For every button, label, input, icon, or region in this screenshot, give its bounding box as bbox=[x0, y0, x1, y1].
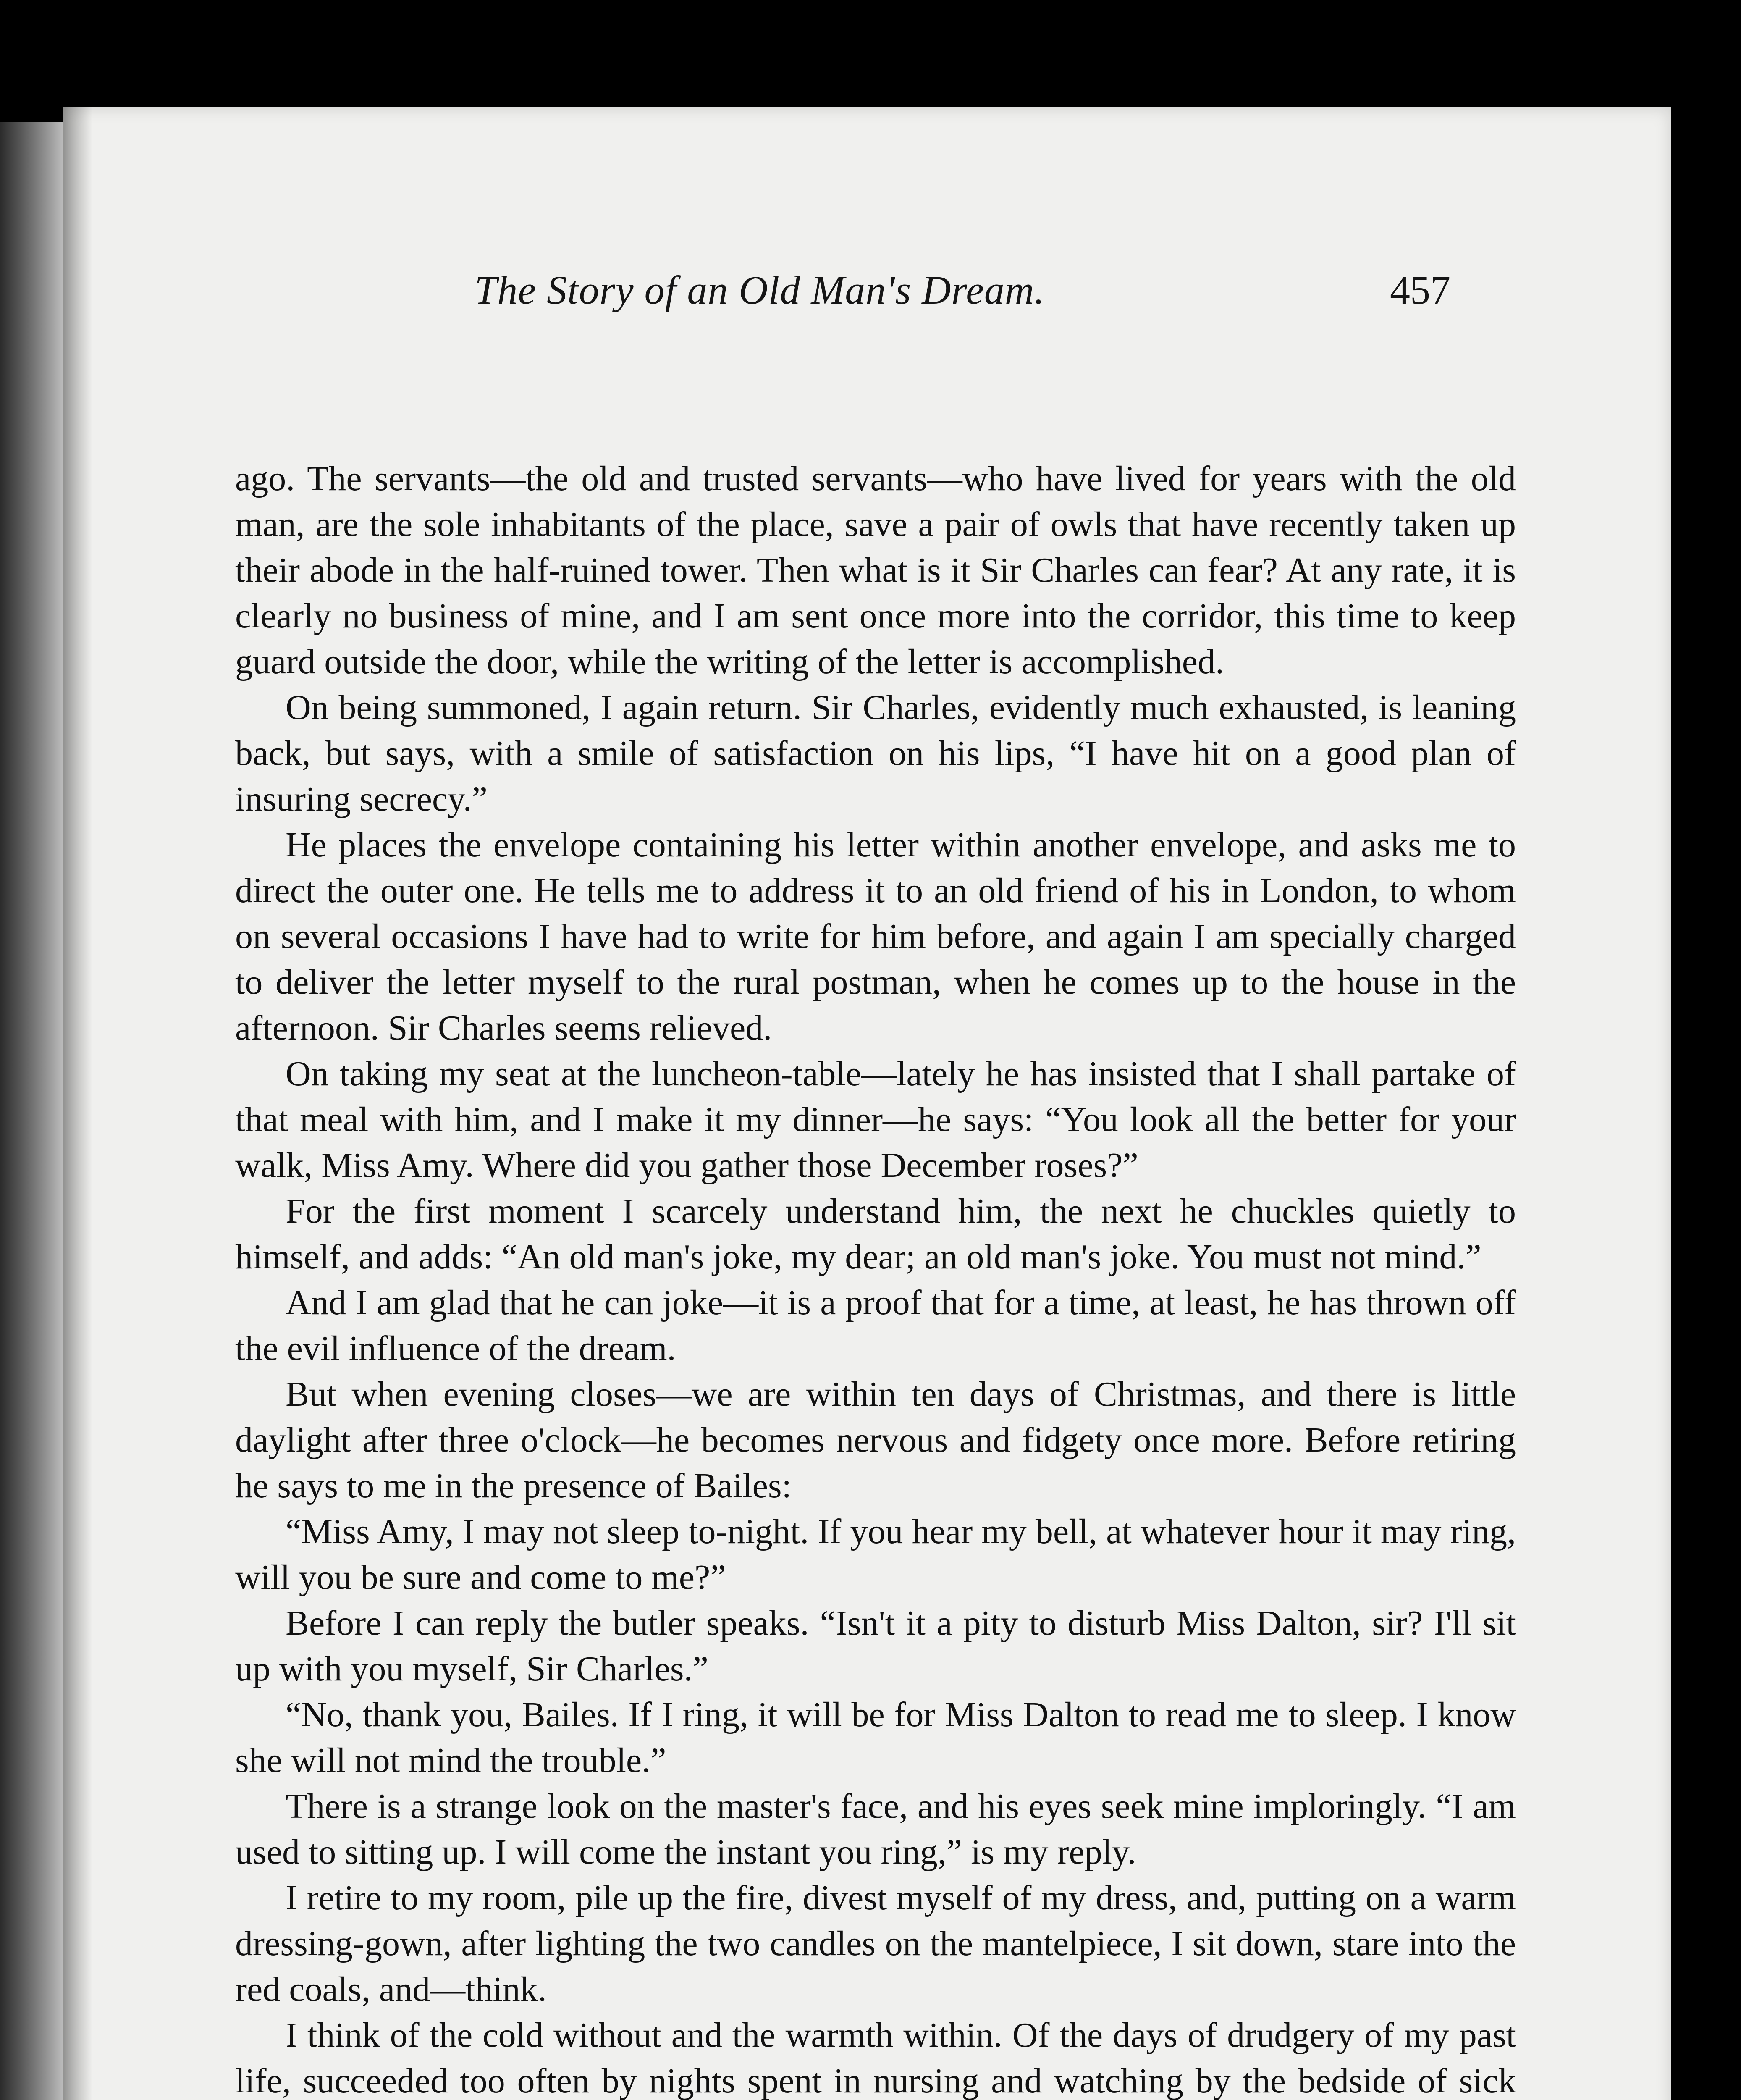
paragraph: On being summoned, I again return. Sir Charles, evidently much exhausted, is leaning back, but says, with a smile of satisfaction on his lips, “I have hit on a good plan of insuring secrecy.” bbox=[235, 688, 1516, 819]
paragraph: And I am glad that he can joke—it is a proof that for a time, at least, he has thrown off the evil influence of the dream. bbox=[235, 1283, 1516, 1368]
left-page-edge bbox=[0, 122, 63, 2100]
paragraph: Before I can reply the butler speaks. “Isn't it a pity to disturb Miss Dalton, sir? I'll sit up with you myself, Sir Charles.” bbox=[235, 1604, 1516, 1688]
paragraph: There is a strange look on the master's face, and his eyes seek mine imploringly. “I am used to sitting up. I will come the instant you ring,” is my reply. bbox=[235, 1787, 1516, 1872]
paragraph: He places the envelope containing his letter within another envelope, and asks me to direct the outer one. He tells me to address it to an old friend of his in London, to whom on several occasions I have had to write for him before, and again I am specially charged to deliver the letter myself to the rural postman, when he comes up to the house in the afternoon. Sir Charles seems relieved. bbox=[235, 825, 1516, 1047]
paragraph: For the first moment I scarcely understand him, the next he chuckles quietly to himself, and adds: “An old man's joke, my dear; an old man's joke. You must not mind.” bbox=[235, 1192, 1516, 1276]
running-head bbox=[63, 267, 1671, 330]
paragraph: I think of the cold without and the warmth within. Of the days of drudgery of my past life, succeeded too often by nights spent in nursing and watching by the bedside of sick bbox=[235, 2016, 1516, 2100]
page-number: 457 bbox=[1390, 268, 1450, 312]
paragraph: But when evening closes—we are within ten days of Christmas, and there is little daylight after three o'clock—he becomes nervous and fidgety once more. Before retiring he says to me in the presence of Bailes: bbox=[235, 1375, 1516, 1505]
paragraph: “No, thank you, Bailes. If I ring, it will be for Miss Dalton to read me to sleep. I know she will not mind the trouble.” bbox=[235, 1695, 1516, 1780]
paragraph: I retire to my room, pile up the fire, divest myself of my dress, and, putting on a warm dressing-gown, after lighting the two candles on the mantelpiece, I sit down, stare into the red coals, and—think. bbox=[235, 1878, 1516, 2009]
paragraph: On taking my seat at the luncheon-table—lately he has insisted that I shall partake of that meal with him, and I make it my dinner—he says: “You look all the better for your walk, Miss Amy. Where did you gather those December roses?” bbox=[235, 1054, 1516, 1185]
paragraph: ago. The servants—the old and trusted servants—who have lived for years with the old man, are the sole inhabitants of the place, save a pair of owls that have recently taken up their abode in the half-ruined tower. Then what is it Sir Charles can fear? At any rate, it is clearly no business of mine, and I am sent once more into the corridor, this time to keep guard outside the door, while the writing of the letter is accomplished. bbox=[235, 459, 1516, 681]
running-title: The Story of an Old Man's Dream. bbox=[475, 268, 1045, 312]
gutter-shadow bbox=[63, 107, 92, 2100]
body-text bbox=[235, 456, 1516, 2100]
paragraph: “Miss Amy, I may not sleep to-night. If you hear my bell, at whatever hour it may ring, will you be sure and come to me?” bbox=[235, 1512, 1516, 1597]
book-page bbox=[63, 107, 1671, 2100]
